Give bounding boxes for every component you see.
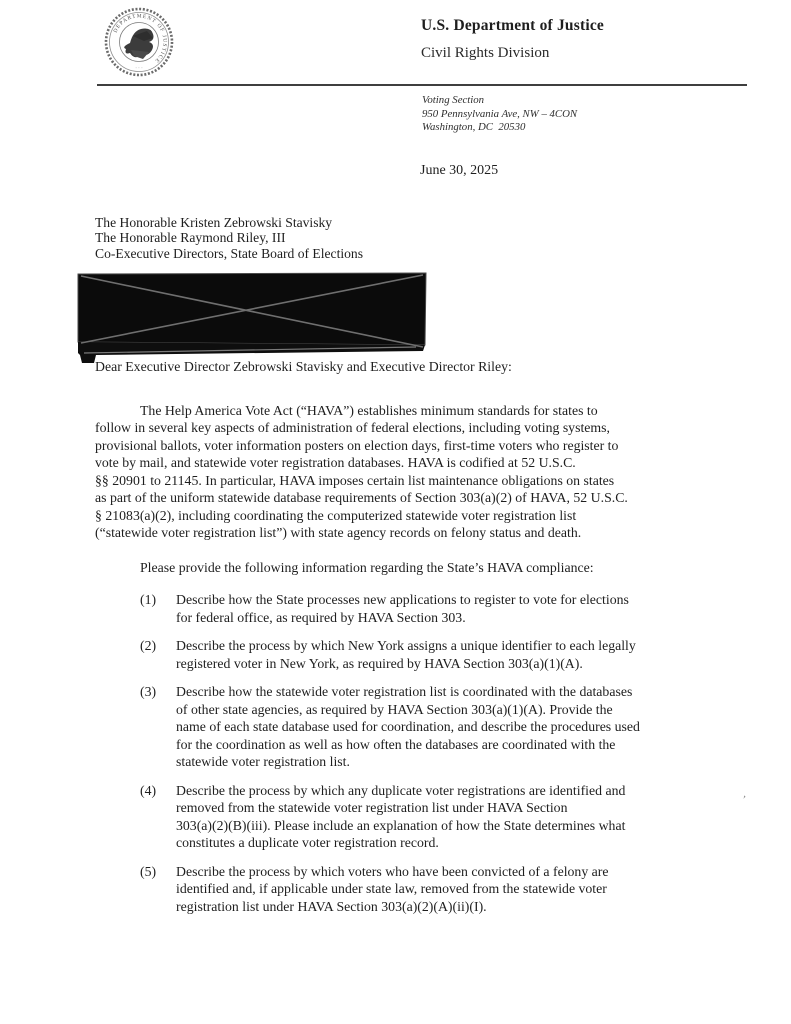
text-line: for the coordination as well as how often the databases are coordinated with the (176, 736, 616, 752)
department-title: U.S. Department of Justice (421, 17, 604, 34)
text-line: registration list under HAVA Section 303(a)(2)(A)(ii)(I). (176, 898, 487, 914)
item-text (176, 637, 636, 672)
text-line: Co-Executive Directors, State Board of Elections (95, 245, 364, 261)
text-line: Describe how the statewide voter registration list is coordinated with the databases (176, 684, 633, 699)
text-line: The Honorable Raymond Riley, III (95, 230, 286, 246)
text-line: Voting Section (422, 94, 485, 106)
item-text (176, 591, 629, 626)
office-address-block (422, 94, 577, 135)
letter-date: June 30, 2025 (420, 163, 499, 178)
text-line: vote by mail, and statewide voter registration databases. HAVA is codified at 52 U.S.C. (95, 455, 576, 470)
text-line: registered voter in New York, as required by HAVA Section 303(a)(1)(A). (176, 655, 583, 671)
opening-paragraph (95, 402, 750, 542)
text-line: removed from the statewide voter registration list under HAVA Section (176, 800, 568, 815)
recipient-block (95, 215, 363, 261)
text-line: as part of the uniform statewide database requirements of Section 303(a)(2) of HAVA, 52 U.S.C. (95, 490, 628, 505)
item-number: (5) (140, 863, 157, 879)
text-line: The Help America Vote Act (“HAVA”) establishes minimum standards for states to (140, 402, 598, 418)
text-line: statewide voter registration list. (176, 754, 350, 769)
item-number: (2) (140, 638, 157, 653)
text-line: Washington, DC 20530 (422, 121, 526, 134)
salutation: Dear Executive Director Zebrowski Stavisky and Executive Director Riley: (95, 359, 512, 374)
letter-body (95, 358, 750, 926)
item-text (176, 782, 625, 852)
division-title: Civil Rights Division (421, 45, 550, 61)
text-line: Describe the process by which voters who have been convicted of a felony are (176, 863, 609, 879)
letterhead (421, 17, 604, 62)
request-line: Please provide the following information regarding the State’s HAVA compliance: (140, 559, 594, 575)
text-line: for federal office, as required by HAVA Section 303. (176, 609, 466, 625)
text-line: Describe how the State processes new applications to register to vote for elections (176, 592, 629, 607)
redaction-box (76, 271, 428, 363)
text-line: of other state agencies, as required by HAVA Section 303(a)(1)(A). Provide the (176, 701, 613, 717)
seal-bottom-dots: · · · (135, 66, 143, 72)
list-item (140, 683, 750, 771)
text-line: 303(a)(2)(B)(iii). Please include an explanation of how the State determines what (176, 817, 626, 833)
text-line: constitutes a duplicate voter registration record. (176, 835, 439, 850)
item-text (176, 863, 609, 916)
item-number: (1) (140, 592, 157, 607)
text-line: follow in several key aspects of administration of federal elections, including voting systems, (95, 420, 610, 435)
text-line: (“statewide voter registration list”) with state agency records on felony status and death. (95, 525, 582, 540)
text-line: Describe the process by which any duplicate voter registrations are identified and (176, 782, 626, 798)
item-number: (3) (140, 684, 157, 699)
text-line: §§ 20901 to 21145. In particular, HAVA imposes certain list maintenance obligations on states (95, 472, 615, 488)
doj-seal-icon (103, 6, 175, 78)
letterhead-rule (97, 84, 747, 86)
item-text (176, 683, 640, 771)
list-item (140, 782, 750, 852)
seal-eagle-icon (124, 29, 153, 59)
list-item (140, 591, 750, 626)
list-item (140, 637, 750, 672)
scan-artifact-mark: ’ (740, 793, 747, 807)
item-number: (4) (140, 782, 157, 798)
numbered-request-list (140, 591, 750, 915)
seal-ring-text: DEPARTMENT OF JUSTICE (112, 13, 168, 65)
text-line: identified and, if applicable under state law, removed from the statewide voter (176, 881, 607, 896)
text-line: § 21083(a)(2), including coordinating the computerized statewide voter registration list (95, 507, 577, 523)
text-line: provisional ballots, voter information posters on election days, first-time voters who register to (95, 437, 619, 453)
text-line: The Honorable Kristen Zebrowski Stavisky (95, 215, 333, 230)
list-item (140, 863, 750, 916)
text-line: 950 Pennsylvania Ave, NW – 4CON (422, 107, 578, 120)
text-line: Describe the process by which New York assigns a unique identifier to each legally (176, 638, 636, 653)
text-line: name of each state database used for coordination, and describe the procedures used (176, 719, 640, 734)
